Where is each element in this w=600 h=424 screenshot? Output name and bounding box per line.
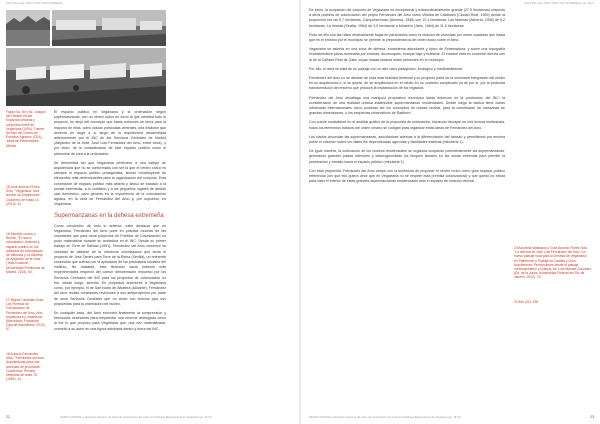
- right-page: [301, 0, 600, 424]
- paragraph: Vegaviana se asienta en una zona de dehesa, ecosistema abundante y típico de Extremadura, y sobre una topografía ecosistemática plana-dominada por encinas, alcornoques, bosque bajo y matorral. El enclave está en conexión directa con la de la Cañada Real de Gata, cuyas masas todavía están presentes en el municipio.: [309, 47, 505, 62]
- footnote-19: 19 Azucena Maisiacoa y José Antonio Flores Soto. "La dehesa de José Luis Fernández del Amo. Un nuevo paisaje rural para la Dehesa de Vegaviana", en Patrimonio y Paisaje en Castilla y León, Arquitectura: Percepciones desde el paisaje contemporáneo y cultural, ed. Luis Manuel Gonzalez (Ed. de la Junta, Universidad Federal del Río de Janeiro, 2012), 23.: [514, 246, 591, 280]
- footnote-16: 16 Estrella Lozano y Rueda, "El nuevo colonizador: vivienda y espacio público en los poblados de colonización de Valmuza y La Bazana de Alejandro de la Sota", (Tesis Doctoral, Universidad Politécnica de Madrid, 2015), 63.: [6, 232, 45, 274]
- footnote-17: 17 Miguel Centellas Soler, Los Pueblos de Colonización de Fernández del Amo. Arte, arquitectura y urbanismo (Barcelona: Fundación Caja de Arquitectos, 2010), 57.: [6, 298, 46, 332]
- photo-trees: [6, 10, 50, 46]
- paragraph: De igual manera, la ordenación de los núcleos residenciales se organiza ocupando perimetralmente las supermanzanas, generando grandes plazas interiores y desmogeneadas los bloques lineales en las zonas extremas para permitir la penetración y tránsito hacia el espacio público (minuteria 2).: [309, 149, 505, 164]
- page-number: 22: [6, 415, 10, 419]
- footnote-20: 20 Ibid (31): 195.: [514, 300, 539, 304]
- paragraph: Con puede constatarse en el análisis gráfico de la propuesta de ordenación, haciendo hincapié en una lectura multiescala, todos los elementos básicos del orden urbano se codigan para organizar estas ideas de Fernández del Amo.: [309, 120, 505, 130]
- photo-street: [52, 10, 166, 46]
- page-footer: SETECU AVANCE | Laboratorio del lauro: El orden de conservación del suelo en la Dehesa Bastaratuenta de Vegaviana (pp. 18-27): [60, 416, 212, 419]
- paragraph: Como conclusión de todo lo anterior, cabe destacar que en Vegaviana, Fernández del Amo pone en práctica muchas de las voluntades que para otros proyectos de Pueblos de Colonización no pudo materializar durante su andadura en el INC. Desde su primer trabajo en Torre de Salinas (1951), Fernández del Amo comenzó su voluntad de alejarse de la ortodoxia colonizadora que tenía el proyecto de José Tamés para Torre de la Reina (Sevilla), un referente construido que cuenta con la aplicación de los postulados iniciales del instituto. No obstante, este itinerario hacia órdenes más experimentales respecto del común denominador impuesto por los Servicios Centrales del INC para los proyectos de colonización no fue, desde luego, sencillo. En proyectos anteriores a Vegaviana como, por ejemplo, el de San Isidro de Albatera (Alicante), Fernández del Amo recibió constantes revisiones a sus anteproyectos por parte de unos Servicios Centrales que no veían con buenos ojos sus propuestas para la ordenación del núcleo.: [54, 223, 166, 306]
- paragraph: En cualquier caso, del Amo encontró finalmente la comprensión y relevancia necesarias para emprender una enorme arriesgada como la fue lo que propuso para Vegaviana que, una vez materializada, convirtió a su autor en una figura admirada dentro y fuera del INC.: [54, 310, 166, 331]
- paragraph: Fruto de ello son las ratios relativamente bajas en parámetros como la relación de viviendas por metro cuadrado que hasta que en el entorno por el municipio se permite la preponderancia del orden socio sobre el lleno.: [309, 32, 505, 43]
- page-footer: SETECU AVANCE | Laboratorio del lauro: El orden de conservación del suelo en la Dehesa Bastaratuenta de Vegaviana (pp. 18-27): [309, 416, 461, 419]
- page-header: SAH | IDA | Arte, 2020 | ISSN | DOI 10.4995/EGA: [6, 2, 63, 5]
- paragraph: El espacio público en Vegaviana y la ordenación según supermanzanas, con un centro cívico en torno al que orbitaba todo el proyecto, se alejó del concepto que hasta entonces se tenía para la mayoría de ellos, como plazas porticadas centrales, una tradición que devenía en auge a lo largo de la arquitectura desarrollada anteriormente por el INC de los Servicios Centrales de Madrid (Alejandro de la Sota, José Luis Fernández del Amo, entre otros), y por tanto, de la consideración de este espacio público como el primordial de cara a la ordenación.: [54, 110, 166, 156]
- left-page: [0, 0, 299, 424]
- body-column-left: [54, 110, 166, 336]
- page-header: SAH | IDA | Arte, 2020 | ISSN | DOI 10.4995/EGA | pp. 18-27: [524, 2, 594, 5]
- footnote-18: 18 Antonio Fernández Alba, "Fernández del Amo. Arquitecturas para una sociedad de provincias". Cuadernos: Revista bimestral de artes 75 (1982): 41.: [6, 352, 46, 382]
- paragraph: Los viarios circundan las supermanzanas, asociándose además a la diferenciación del tránsito y permitiendo por encima sobre el volumen sobre los viales los dependencias agrícolas y facilidades traseras (minuteria 1).: [309, 134, 505, 145]
- photo-houses: [6, 48, 166, 106]
- paragraph: De inicio, la ocupación del conjunto de Vegaviana es excepcional y extraordinariamente grande (27,5 hectáreas) respecto a otros pueblos de colonización del propio Fernández del Amo como Villalba de Calatrava (Ciudad Real, 1959) donde la proporción era las 5,7 hectáreas, Campohermoso (Almería, 1958) con 10,1 hectáreas, Las Marinas (Almería, 1958) de 6,2 hectáreas, La Vereda (Sevilla, 1964) de 3,9 hectáreas o Miraelrío (Jaén, 1964) de 11,5 hectáreas.: [309, 8, 505, 28]
- paragraph: Se demuestra así que Vegaviana pertenece a una estirpe de arquitectura que no se conformaba con ser la que el centro cívico es siempre el espacio público protagonista, siendo constituyente de elementos más determinantes para la organización del conjunto. Esta concepción de espacio público más abierto y difuso se trasladó a la escala intermedia, a lo cotidiano y a los pequeños lugares de ámbito casi doméstico, para generar en la experiencia de la colonización agraria, en la obra de Fernández del Amo y, por supuesto, en Vegaviana.: [54, 160, 166, 207]
- figure-caption: Figura 5a, 5b y 5c. Joaquín del Palacio Kindel. Espacios urbanos y conjuntos torres de Vegaviana (1954). Fuente: Archivo del Centro de Estudios Agrarios (CEA). Junta de Extremadura, Mérida.: [6, 110, 46, 148]
- footnote-15: 15 José Antonio Flores Soto, "Vegaviana. Una lección de Arquitectura", Cuaderno de notas 14 (2013): 31.: [6, 185, 42, 206]
- paragraph: Por ello, el área se trata de un paisaje con un alto valor paisajístico, ecológico y medioambiental.: [309, 66, 464, 71]
- paragraph: Con esta propuesta, Fernández del Amo rompe con la tendencia de proponer el centro cívico como gran espacio público referencial (sin que ello quiera decir que en Vegaviana no se respete esta premisa colonizadora) y que quedó no exista para valor el interior de estas grandes supermanzanas residenciales todo el espacio de relación vecinal.: [309, 168, 505, 184]
- section-heading: Supermanzanas en la dehesa extremeña: [54, 212, 164, 219]
- page-number: 23: [590, 415, 594, 419]
- paragraph: Fernández del Amo no se abstrae de toda esta realidad territorial y su proyecto parte de la necesaria integración del medio en su arquitectura o, si se quiere, de su arquitectura en el medio en un contexto complicado ya de por sí, por la profunda transformación del entorno que produce la implantación de los regadíos.: [309, 76, 505, 91]
- paragraph: Fernández del Amo desafiaga una manipuló propositivo novedosa hasta entonces en la producción del INC: la consideración de una realidad urbana inadmisible supermanzanas residenciales. Desde luego la táctica tiene claras influencias internacionales como pudieran ser los conceptos de unidad vecinal, para la constitución de manzanas de grandes dimensiones, o los esquemas urbanísticos de Radburn.: [309, 95, 505, 116]
- body-column-right: [309, 8, 505, 188]
